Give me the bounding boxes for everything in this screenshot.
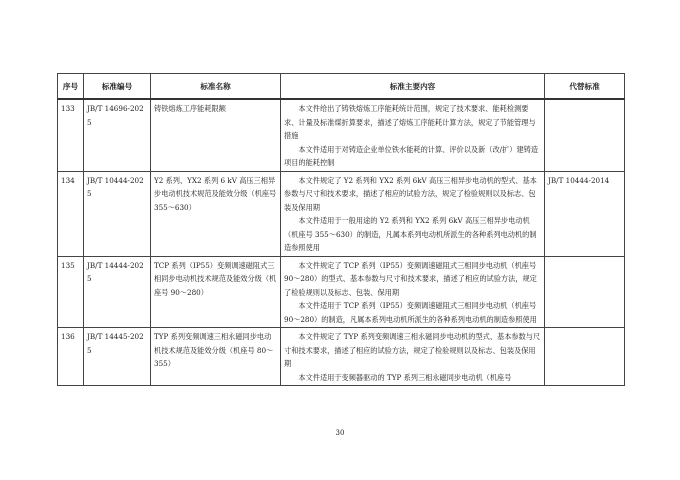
table-row	[58, 328, 625, 386]
row-replaced: JB/T 10444-2014	[545, 171, 625, 256]
table-row	[58, 99, 625, 171]
table-header	[58, 74, 625, 100]
table-row	[58, 171, 625, 256]
table-row	[58, 256, 625, 328]
standards-table	[57, 73, 625, 386]
header-content: 标准主要内容	[281, 74, 545, 100]
table-body	[58, 99, 625, 386]
row-content	[281, 256, 545, 328]
row-code: JB/T 14696-2025	[84, 99, 151, 171]
content-paragraph: 本文件适用于变频器驱动的 TYP 系列三相永磁同步电动机（机座号	[298, 372, 512, 382]
header-seq: 序号	[58, 74, 84, 100]
header-name: 标准名称	[151, 74, 281, 100]
row-code: JB/T 14445-2025	[84, 328, 151, 386]
row-seq: 135	[58, 256, 84, 328]
content-paragraph: 本文件适用于对铸造企业单位铁水能耗的计算、评价以及新（改/扩）建铸造项目的能耗控制	[284, 144, 539, 167]
row-content	[281, 328, 545, 386]
row-name: 铸铁熔炼工序能耗限额	[151, 99, 281, 171]
row-name: Y2 系列、YX2 系列 6 kV 高压三相异步电动机技术规范及能效分级（机座号 355～630）	[151, 171, 281, 256]
row-seq: 136	[58, 328, 84, 386]
row-seq: 133	[58, 99, 84, 171]
content-paragraph: 本文件规定了 Y2 系列和 YX2 系列 6kV 高压三相异步电动机的型式、基本参数与尺寸和技术要求，描述了相应的试验方法，规定了检验规则以及标志、包装及保用期	[284, 175, 537, 212]
row-name: TYP 系列变频调速三相永磁同步电动机技术规范及能效分级（机座号 80～355）	[151, 328, 281, 386]
content-paragraph: 本文件规定了 TCP 系列（IP55）变频调速磁阻式三相同步电动机（机座号 90～280）的型式、基本参数与尺寸和技术要求，描述了相应的试验方法，规定了检验规则以及标志、包装、保用期	[284, 260, 537, 297]
row-replaced	[545, 99, 625, 171]
row-replaced	[545, 328, 625, 386]
row-content	[281, 171, 545, 256]
row-replaced	[545, 256, 625, 328]
content-paragraph: 本文件适用于一般用途的 Y2 系列和 YX2 系列 6kV 高压三相异步电动机（机座号 355～630）的制造，凡属本系列电动机所派生的各种系列电动机的制造参照使用	[284, 216, 537, 252]
row-code: JB/T 10444-2025	[84, 171, 151, 256]
header-replaced: 代替标准	[545, 74, 625, 100]
header-code: 标准编号	[84, 74, 151, 100]
row-content	[281, 99, 545, 171]
row-name: TCP 系列（IP55）变频调速磁阻式三相同步电动机技术规范及能效分级（机座号 90～280）	[151, 256, 281, 328]
row-code: JB/T 14444-2025	[84, 256, 151, 328]
content-paragraph: 本文件规定了 TYP 系列变频调速三相永磁同步电动机的型式、基本参数与尺寸和技术要求，描述了相应的试验方法，规定了检验规则以及标志、包装及保用期	[284, 332, 541, 368]
content-paragraph: 本文件适用于 TCP 系列（IP55）变频调速磁阻式三相同步电动机（机座号 90～280）的制造，凡属本系列电动机所派生的各种系列电动机的制造参照使用	[284, 301, 537, 324]
row-seq: 134	[58, 171, 84, 256]
content-paragraph: 本文件给出了铸铁熔炼工序能耗统计范围，规定了技术要求、能耗检测要求、计量及标准煤折算要求，描述了熔炼工序能耗计算方法，规定了节能管理与措施	[284, 104, 536, 140]
page-number: 30	[335, 429, 345, 437]
header-row	[58, 74, 625, 100]
